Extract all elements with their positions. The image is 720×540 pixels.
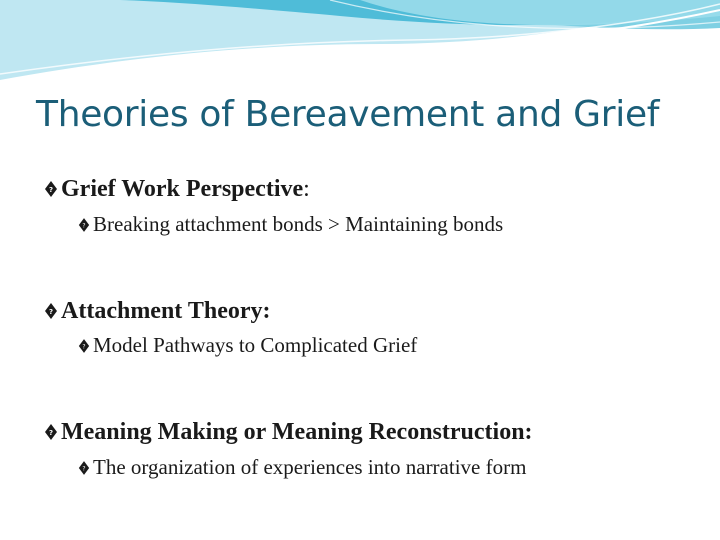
subpoint-text: The organization of experiences into narrative form xyxy=(93,455,527,479)
missing-glyph-icon xyxy=(44,180,58,198)
bullet-heading-grief-work xyxy=(44,176,310,203)
missing-glyph-icon xyxy=(44,423,58,441)
bullet-heading-attachment-theory xyxy=(44,298,271,325)
missing-glyph-icon xyxy=(78,460,90,476)
heading-text: Attachment Theory: xyxy=(61,298,271,324)
subpoint-attachment-theory xyxy=(78,333,417,358)
subpoint-meaning-making xyxy=(78,455,526,480)
subpoint-text: Model Pathways to Complicated Grief xyxy=(93,333,418,357)
heading-suffix: : xyxy=(303,176,310,202)
subpoint-grief-work xyxy=(78,212,503,237)
heading-text: Grief Work Perspective xyxy=(61,176,304,202)
svg-text:?: ? xyxy=(48,308,54,316)
svg-text:?: ? xyxy=(48,429,54,437)
svg-text:?: ? xyxy=(82,222,86,230)
decorative-wave-banner xyxy=(0,0,720,90)
svg-text:?: ? xyxy=(82,465,86,473)
subpoint-text: Breaking attachment bonds > Maintaining bonds xyxy=(93,212,504,236)
bullet-heading-meaning-making xyxy=(44,419,533,446)
heading-text: Meaning Making or Meaning Reconstruction: xyxy=(61,419,533,445)
missing-glyph-icon xyxy=(44,302,58,320)
svg-text:?: ? xyxy=(48,186,54,194)
missing-glyph-icon xyxy=(78,338,90,354)
svg-text:?: ? xyxy=(82,343,86,351)
slide-title: Theories of Bereavement and Grief xyxy=(36,94,660,135)
missing-glyph-icon xyxy=(78,217,90,233)
